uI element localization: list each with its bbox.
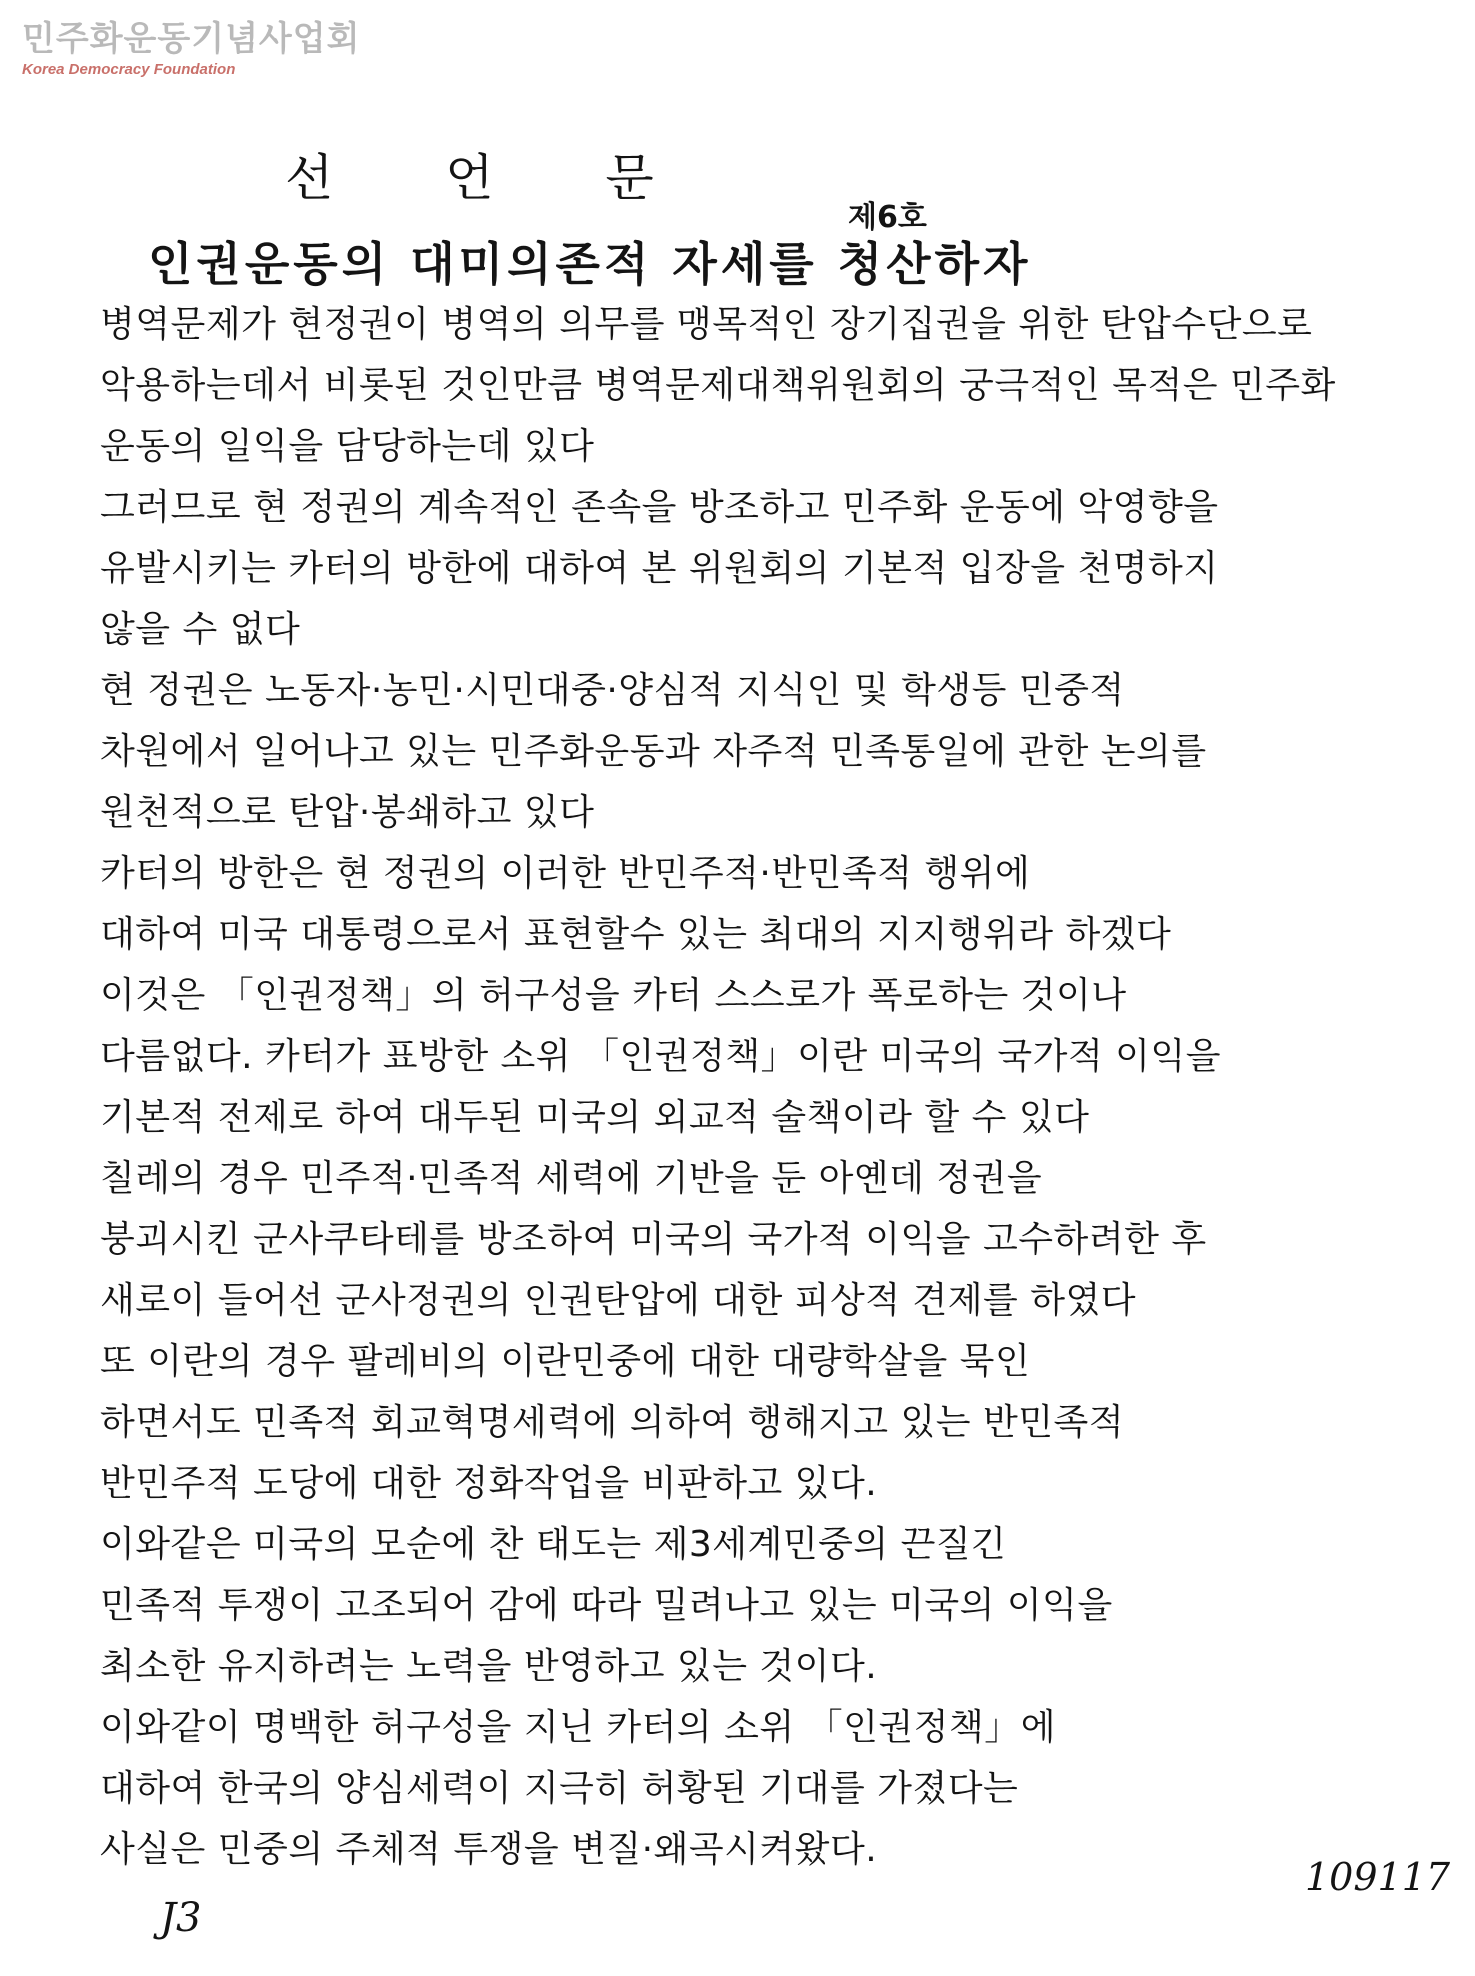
handwritten-code: J3 <box>160 1895 202 1941</box>
body-line: 카터의 방한은 현 정권의 이러한 반민주적·반민족적 행위에 <box>100 853 1031 894</box>
body-line: 최소한 유지하려는 노력을 반영하고 있는 것이다. <box>100 1646 878 1687</box>
body-line: 또 이란의 경우 팔레비의 이란민중에 대한 대량학살을 묵인 <box>100 1341 1031 1382</box>
body-line: 대하여 미국 대통령으로서 표현할수 있는 최대의 지지행위라 하겠다 <box>100 914 1172 955</box>
foundation-watermark <box>22 18 361 80</box>
body-line: 이와같이 명백한 허구성을 지닌 카터의 소위 「인권정책」에 <box>100 1707 1057 1748</box>
body-line: 차원에서 일어나고 있는 민주화운동과 자주적 민족통일에 관한 논의를 <box>100 731 1207 772</box>
archive-reference-number: 109117 <box>1305 1855 1451 1899</box>
body-line: 민족적 투쟁이 고조되어 감에 따라 밀려나고 있는 미국의 이익을 <box>100 1585 1113 1626</box>
body-line: 붕괴시킨 군사쿠타테를 방조하여 미국의 국가적 이익을 고수하려한 후 <box>100 1219 1207 1260</box>
body-line: 않을 수 없다 <box>100 609 301 650</box>
body-line: 기본적 전제로 하여 대두된 미국의 외교적 술책이라 할 수 있다 <box>100 1097 1090 1138</box>
document-headline: 인권운동의 대미의존적 자세를 청산하자 <box>148 237 1032 291</box>
watermark-korean: 민주화운동기념사업회 <box>22 19 361 59</box>
body-line: 현 정권은 노동자·농민·시민대중·양심적 지식인 및 학생등 민중적 <box>100 670 1125 711</box>
body-line: 새로이 들어선 군사정권의 인권탄압에 대한 피상적 견제를 하였다 <box>100 1280 1137 1321</box>
issue-number: 제6호 <box>848 200 927 235</box>
body-line: 유발시키는 카터의 방한에 대하여 본 위원회의 기본적 입장을 천명하지 <box>100 548 1219 589</box>
body-line: 이것은 「인권정책」의 허구성을 카터 스스로가 폭로하는 것이나 <box>100 975 1127 1016</box>
body-line: 악용하는데서 비롯된 것인만큼 병역문제대책위원회의 궁극적인 목적은 민주화 <box>100 365 1336 406</box>
body-line: 사실은 민중의 주체적 투쟁을 변질·왜곡시켜왔다. <box>100 1829 878 1870</box>
body-line: 칠레의 경우 민주적·민족적 세력에 기반을 둔 아옌데 정권을 <box>100 1158 1043 1199</box>
body-line: 하면서도 민족적 회교혁명세력에 의하여 행해지고 있는 반민족적 <box>100 1402 1125 1443</box>
declaration-body <box>100 294 1370 1880</box>
document-title: 선 언 문 <box>285 149 702 207</box>
body-line: 원천적으로 탄압·봉쇄하고 있다 <box>100 792 595 833</box>
body-line: 그러므로 현 정권의 계속적인 존속을 방조하고 민주화 운동에 악영향을 <box>100 487 1219 528</box>
body-line: 다름없다. 카터가 표방한 소위 「인권정책」이란 미국의 국가적 이익을 <box>100 1036 1221 1077</box>
body-line: 이와같은 미국의 모순에 찬 태도는 제3세계민중의 끈질긴 <box>100 1524 1007 1565</box>
watermark-english: Korea Democracy Foundation <box>22 61 236 78</box>
body-line: 반민주적 도당에 대한 정화작업을 비판하고 있다. <box>100 1463 878 1504</box>
body-line: 운동의 일익을 담당하는데 있다 <box>100 426 595 467</box>
body-line: 대하여 한국의 양심세력이 지극히 허황된 기대를 가졌다는 <box>100 1768 1019 1809</box>
body-line: 병역문제가 현정권이 병역의 의무를 맹목적인 장기집권을 위한 탄압수단으로 <box>100 304 1313 345</box>
